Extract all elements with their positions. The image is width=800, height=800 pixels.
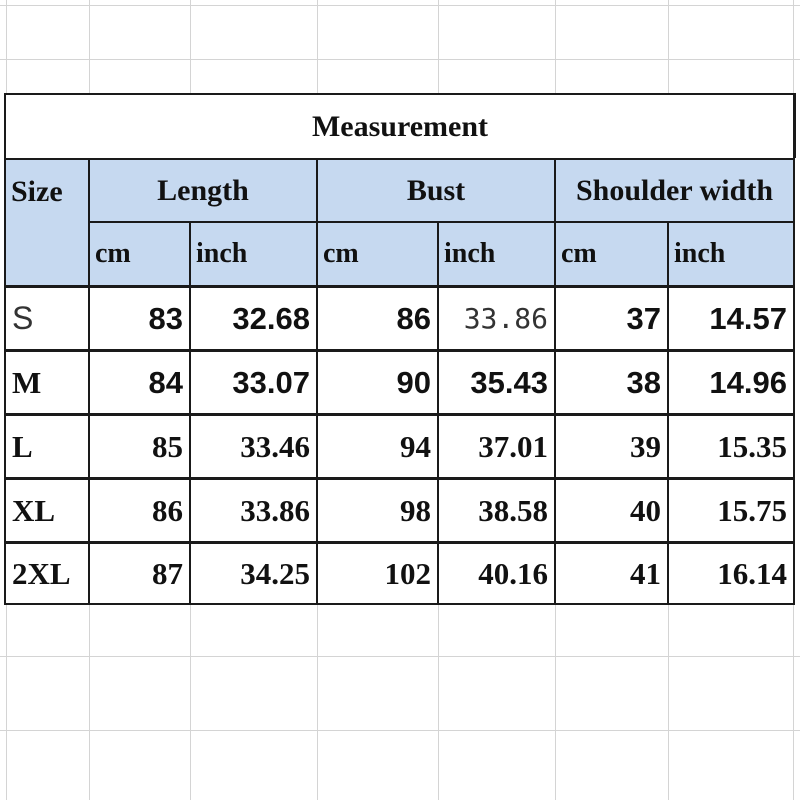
bust-group-header: Bust	[318, 160, 554, 221]
length-cm-cell: 84	[90, 352, 189, 413]
bust-inch-cell: 33.86	[439, 288, 554, 349]
length-inch-cell: 33.86	[191, 480, 316, 541]
shoulder-inch-header: inch	[669, 223, 793, 285]
shoulder-inch-cell: 14.96	[669, 352, 793, 413]
bust-cm-cell: 102	[318, 544, 437, 603]
bust-cm-cell: 98	[318, 480, 437, 541]
size-cell: M	[6, 352, 88, 413]
bust-inch-cell: 37.01	[439, 416, 554, 477]
shoulder-inch-cell: 14.57	[669, 288, 793, 349]
size-cell: S	[6, 288, 88, 349]
length-cm-cell: 83	[90, 288, 189, 349]
length-cm-cell: 86	[90, 480, 189, 541]
length-cm-cell: 87	[90, 544, 189, 603]
bust-inch-cell: 35.43	[439, 352, 554, 413]
length-group-header: Length	[90, 160, 316, 221]
bust-cm-cell: 86	[318, 288, 437, 349]
bust-cm-cell: 94	[318, 416, 437, 477]
length-inch-cell: 32.68	[191, 288, 316, 349]
shoulder-inch-cell: 15.75	[669, 480, 793, 541]
bust-cm-header: cm	[318, 223, 437, 285]
size-cell: XL	[6, 480, 88, 541]
shoulder-cm-cell: 39	[556, 416, 667, 477]
bust-inch-header: inch	[439, 223, 554, 285]
shoulder-cm-header: cm	[556, 223, 667, 285]
length-cm-header: cm	[90, 223, 189, 285]
length-cm-cell: 85	[90, 416, 189, 477]
shoulder-cm-cell: 37	[556, 288, 667, 349]
length-inch-header: inch	[191, 223, 316, 285]
bust-inch-cell: 38.58	[439, 480, 554, 541]
shoulder-cm-cell: 40	[556, 480, 667, 541]
shoulder-cm-cell: 38	[556, 352, 667, 413]
bust-inch-cell: 40.16	[439, 544, 554, 603]
length-inch-cell: 33.46	[191, 416, 316, 477]
shoulder-cm-cell: 41	[556, 544, 667, 603]
length-inch-cell: 33.07	[191, 352, 316, 413]
size-cell: 2XL	[6, 544, 88, 603]
table-title: Measurement	[4, 93, 796, 158]
shoulder-inch-cell: 16.14	[669, 544, 793, 603]
bust-cm-cell: 90	[318, 352, 437, 413]
shoulder-inch-cell: 15.35	[669, 416, 793, 477]
shoulder-group-header: Shoulder width	[556, 160, 793, 221]
size-cell: L	[6, 416, 88, 477]
size-column-header: Size	[6, 160, 88, 285]
length-inch-cell: 34.25	[191, 544, 316, 603]
